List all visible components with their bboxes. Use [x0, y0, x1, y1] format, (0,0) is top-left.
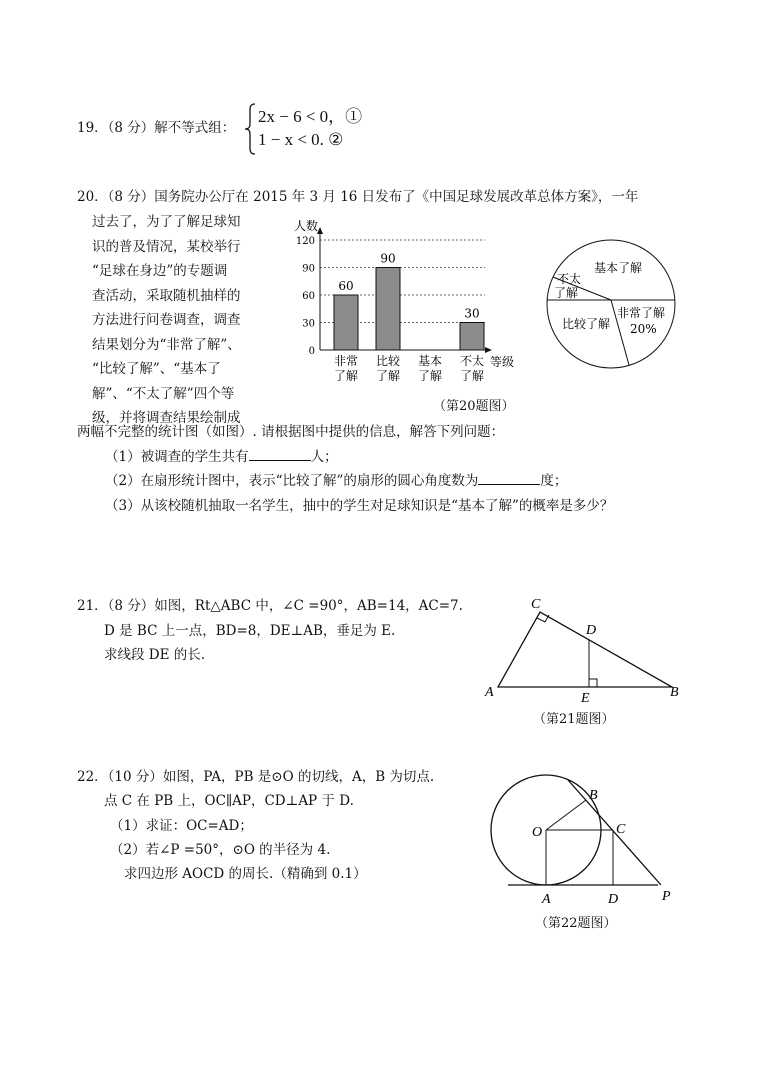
x-axis-arrow: [485, 347, 492, 353]
q22-figure: [486, 770, 686, 905]
point-c: C: [531, 597, 541, 612]
q19-prefix: 19．（8 分）解不等式组：: [77, 120, 236, 136]
point-a: A: [485, 685, 494, 700]
bar: [334, 295, 358, 350]
pie-chart: [544, 237, 678, 371]
point-d: D: [608, 892, 619, 905]
q22-line5: 求四边形 AOCD 的周长.（精确到 0.1）: [124, 866, 367, 882]
q22-caption: （第22题图）: [535, 916, 617, 931]
q20-q1-blank[interactable]: [249, 446, 311, 461]
x-category-label: 不太: [459, 354, 485, 368]
point-e: E: [581, 691, 590, 706]
pie-label-basic: 基本了解: [594, 261, 643, 275]
x-category-label: 比较: [375, 354, 401, 368]
q20-left-line: 级，并将调查结果绘制成: [92, 410, 241, 426]
pie-label-not-much-1: 不太: [557, 272, 582, 286]
q20-q1-unit: 人；: [310, 449, 338, 465]
q20-line1: 20．（8 分）国务院办公厅在 2015 年 3 月 16 日发布了《中国足球发展改革总体方案》，一年: [77, 189, 639, 205]
bar: [460, 323, 484, 351]
q20-line-full: 两幅不完整的统计图（如图）. 请根据图中提供的信息，解答下列问题：: [77, 424, 505, 440]
q20-left-line: 过去了，为了了解足球知: [92, 214, 241, 230]
pie-label-fairly: 比较了解: [562, 317, 611, 331]
segment-ob: [546, 800, 586, 830]
x-category-label: 了解: [459, 369, 485, 383]
bar-value-label: 90: [380, 251, 396, 266]
q20-q2: [105, 469, 567, 494]
q20-left-line: 方法进行问卷调查，调查: [92, 312, 241, 328]
triangle-abc: [498, 612, 672, 687]
point-a: A: [542, 892, 551, 905]
y-tick-label: 0: [308, 346, 315, 357]
x-category-label: 非常: [333, 354, 359, 368]
x-category-label: 了解: [375, 369, 401, 383]
bar: [376, 268, 400, 351]
q21-caption: （第21题图）: [533, 712, 615, 727]
x-category-label: 了解: [333, 369, 359, 383]
q20-q1-text: （1）被调查的学生共有: [105, 449, 249, 465]
q20-q2-unit: 度；: [540, 473, 568, 489]
q20-left-line: 结果划分为“非常了解”、: [92, 336, 241, 353]
y-tick-label: 90: [302, 263, 315, 275]
x-category-label: 了解: [417, 369, 443, 383]
q21-line2: D 是 BC 上一点，BD=8，DE⊥AB，垂足为 E.: [104, 623, 396, 639]
point-b: B: [670, 685, 679, 700]
q20-q2-blank[interactable]: [478, 470, 540, 485]
q19-eq2: 1 − x < 0. ②: [258, 130, 344, 149]
q20-q3: （3）从该校随机抽取一名学生，抽中的学生对足球知识是“基本了解”的概率是多少？: [105, 498, 614, 514]
q22-line4: （2）若∠P =50°，⊙O 的半径为 4.: [110, 842, 331, 858]
y-tick-label: 30: [302, 318, 315, 330]
point-p: P: [662, 889, 671, 904]
tangent-pb: [568, 780, 661, 885]
q20-left-text: [92, 210, 241, 431]
q20-left-line: 解”、“不太了解”四个等: [92, 385, 235, 402]
bar-chart: [290, 213, 530, 393]
q21-figure: [478, 592, 688, 707]
q21-line3: 求线段 DE 的长.: [104, 647, 206, 663]
pie-label-very: 非常了解: [617, 306, 666, 320]
bar-value-label: 60: [338, 279, 354, 293]
q20-left-line: “足球在身边”的专题调: [92, 263, 228, 279]
q20-left-line: 识的普及情况，某校举行: [92, 238, 241, 255]
q21-line1: 21．（8 分）如图，Rt△ABC 中，∠C =90°，AB=14，AC=7.: [77, 598, 463, 614]
point-c: C: [616, 822, 626, 837]
q22-line3: （1）求证：OC=AD；: [110, 818, 253, 834]
q20-q1: [105, 445, 338, 470]
q22-line1: 22．（10 分）如图，PA，PB 是⊙O 的切线，A，B 为切点.: [77, 769, 435, 785]
y-axis-label: 人数: [294, 219, 319, 233]
q19-eq1: 2x − 6 < 0，①: [258, 107, 363, 126]
x-axis-label: 等级: [490, 355, 515, 369]
right-angle-e: [589, 679, 597, 687]
x-category-label: 基本: [417, 354, 443, 368]
pie-outline: [547, 240, 675, 368]
q20-caption: （第20题图）: [433, 399, 515, 414]
bar-value-label: 30: [464, 306, 480, 321]
brace-icon: [243, 103, 257, 155]
q20-left-line: 查活动，采取随机抽样的: [92, 287, 241, 304]
q20-left-line: “比较了解”、“基本了: [92, 361, 221, 377]
y-tick-label: 120: [295, 236, 315, 247]
q20-q2-text: （2）在扇形统计图中，表示“比较了解”的扇形的圆心角度数为: [105, 473, 479, 489]
pie-label-very-pct: 20%: [630, 322, 657, 336]
point-b: B: [589, 788, 598, 803]
point-d: D: [586, 623, 597, 638]
q22-line2: 点 C 在 PB 上，OC∥AP，CD⊥AP 于 D.: [104, 793, 354, 809]
y-tick-label: 60: [302, 291, 315, 302]
point-o: O: [532, 825, 543, 840]
pie-label-not-much-2: 了解: [554, 286, 579, 300]
